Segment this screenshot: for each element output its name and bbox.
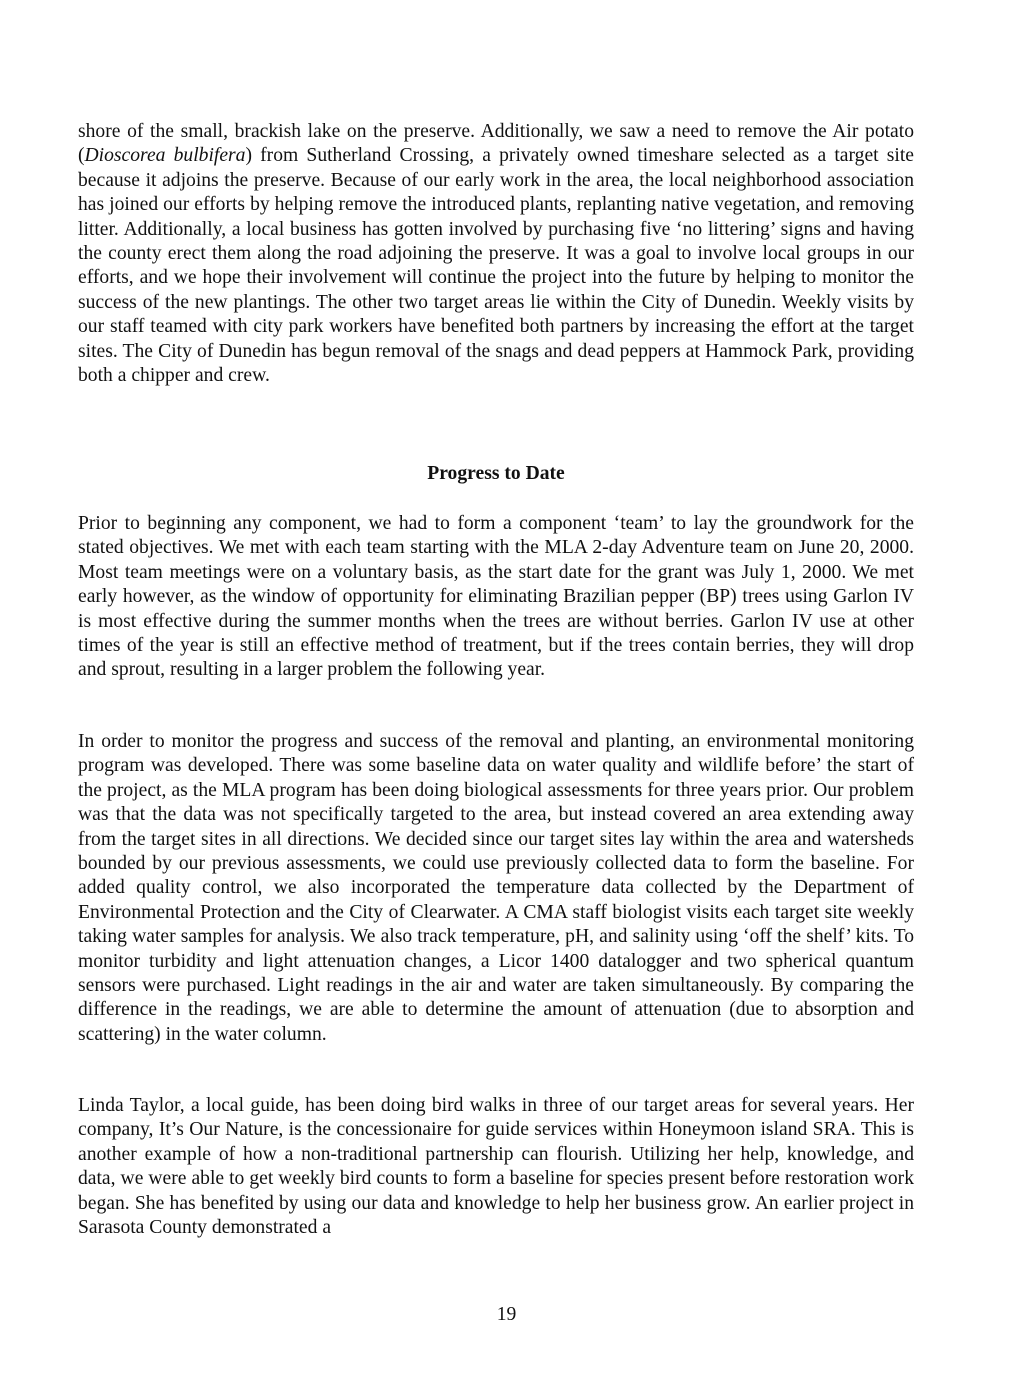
paragraph-1-text-start: shore of the small, brackish lake on the preserve. Additionally, we saw a need to remove the Air potato (: [78, 121, 914, 167]
paragraph-2: Prior to beginning any component, we had to form a component ‘team’ to lay the groundwork for the stated objectives. We met with each team starting with the MLA 2-day Adventure team on June 20, 2000. Most team meetings were on a voluntary basis, as the start date for the grant was July 1, 2000. We met early however, as the window of opportunity for eliminating Brazilian pepper (BP) trees using Garlon IV is most effective during the summer months when the trees are without berries. Garlon IV use at other times of the year is still an effective method of treatment, but if the trees contain berries, they will drop and sprout, resulting in a larger problem the following year.: [78, 513, 914, 681]
paragraph-4: Linda Taylor, a local guide, has been doing bird walks in three of our target areas for several years. Her company, It’s Our Nature, is the concessionaire for guide services within Honeymoon island SRA. This is another example of how a non-traditional partnership can flourish. Utilizing her help, knowledge, and data, we were able to get weekly bird counts to form a baseline for species present before restoration work began. She has benefited by using our data and knowledge to help her business grow. An earlier project in Sarasota County demonstrated a: [78, 1095, 914, 1239]
paragraph-1: [78, 120, 914, 388]
paragraph-1-text-end: ) from Sutherland Crossing, a privately owned timeshare selected as a target site because it adjoins the preserve. Because of our early work in the area, the local neighborhood association has joined our efforts by helping remove the introduced plants, replanting native vegetation, and removing litter. Additionally, a local business has gotten involved by purchasing five ‘no littering’ signs and having the county erect them along the road adjoining the preserve. It was a goal to involve local groups in our efforts, and we hope their involvement will continue the project into the future by helping to monitor the success of the new plantings. The other two target areas lie within the City of Dunedin. Weekly visits by our staff teamed with city park workers have benefited both partners by increasing the effort at the target sites. The City of Dunedin has begun removal of the snags and dead peppers at Hammock Park, providing both a chipper and crew.: [78, 145, 914, 387]
section-heading: Progress to Date: [427, 463, 565, 484]
species-name-italic: Dioscorea bulbifera: [84, 145, 246, 167]
page-number: 19: [496, 1304, 517, 1325]
paragraph-3: In order to monitor the progress and success of the removal and planting, an environmental monitoring program was developed. There was some baseline data on water quality and wildlife before’ the start of the project, as the MLA program has been doing biological assessments for three years prior. Our problem was that the data was not specifically targeted to the area, but instead covered an area extending away from the target sites in all directions. We decided since our target sites lay within the area and watersheds bounded by our previous assessments, we could use previously collected data to form the baseline. For added quality control, we also incorporated the temperature data collected by the Department of Environmental Protection and the City of Clearwater. A CMA staff biologist visits each target site weekly taking water samples for analysis. We also track temperature, pH, and salinity using ‘off the shelf’ kits. To monitor turbidity and light attenuation changes, a Licor 1400 datalogger and two spherical quantum sensors were purchased. Light readings in the air and water are taken simultaneously. By comparing the difference in the readings, we are able to determine the amount of attenuation (due to absorption and scattering) in the water column.: [78, 731, 914, 1045]
